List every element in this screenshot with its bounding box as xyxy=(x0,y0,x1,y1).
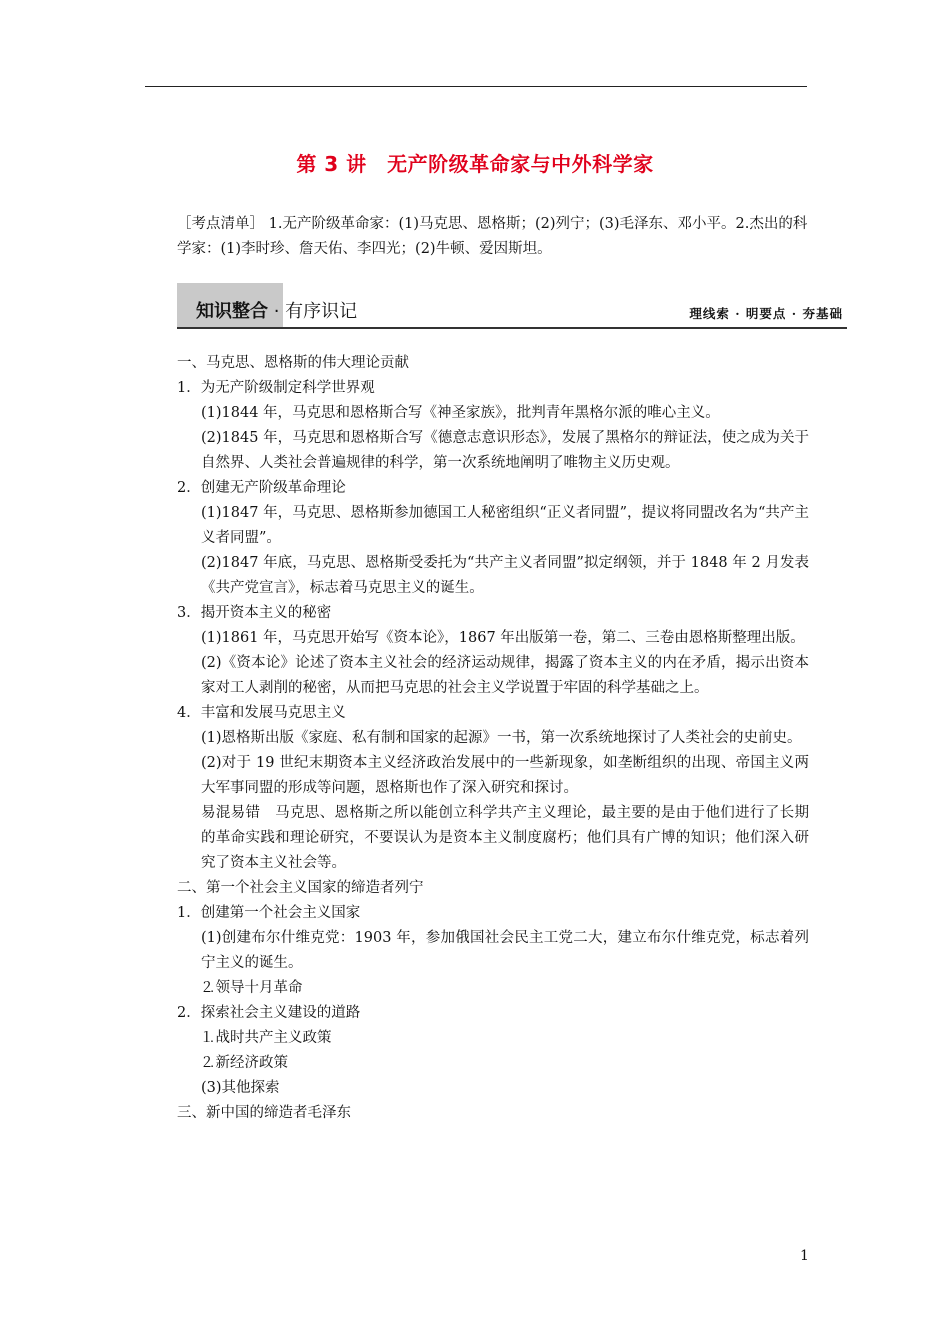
main-content xyxy=(177,351,809,1126)
banner-subheading: 有序识记 xyxy=(285,301,358,322)
subsection-heading: 1．为无产阶级制定科学世界观 xyxy=(177,380,375,396)
exam-checklist: ［考点清单］ 1.无产阶级革命家：(1)马克思、恩格斯；(2)列宁；(3)毛泽东、邓小平。2.杰出的科学家：(1)李时珍、詹天佑、李四光；(2)牛顿、爱因斯坦。 xyxy=(177,216,808,257)
paragraph: (2)对于 19 世纪末期资本主义经济政治发展中的一些新现象，如垄断组织的出现、帝国主义两大军事同盟的形成等问题，恩格斯也作了深入研究和探讨。 xyxy=(201,755,809,796)
banner-rule xyxy=(177,327,847,329)
paragraph: (1)1847 年，马克思、恩格斯参加德国工人秘密组织“正义者同盟”，提议将同盟改名为“共产主义者同盟”。 xyxy=(201,505,809,546)
header-rule xyxy=(145,86,807,87)
paragraph: (3)其他探索 xyxy=(201,1080,280,1096)
paragraph: (1)创建布尔什维克党：1903 年，参加俄国社会民主工党二大，建立布尔什维克党，标志着列宁主义的诞生。 xyxy=(201,930,809,971)
subsection-heading: 2．探索社会主义建设的道路 xyxy=(177,1005,361,1021)
banner-title xyxy=(196,297,357,323)
paragraph: (2)1845 年，马克思和恩格斯合写《德意志意识形态》，发展了黑格尔的辩证法，使之成为关于自然界、人类社会普遍规律的科学，第一次系统地阐明了唯物主义历史观。 xyxy=(201,430,809,471)
paragraph: (1)恩格斯出版《家庭、私有制和国家的起源》一书，第一次系统地探讨了人类社会的史前史。 xyxy=(201,730,802,746)
paragraph: ⒉新经济政策 xyxy=(201,1055,288,1071)
banner-dot: · xyxy=(268,301,286,322)
subsection-heading: 1．创建第一个社会主义国家 xyxy=(177,905,361,921)
section-heading: 二、第一个社会主义国家的缔造者列宁 xyxy=(177,880,424,896)
section-banner xyxy=(177,283,847,329)
subsection-heading: 2．创建无产阶级革命理论 xyxy=(177,480,346,496)
paragraph: ⒈战时共产主义政策 xyxy=(201,1030,332,1046)
paragraph: ⒉领导十月革命 xyxy=(201,980,303,996)
banner-heading: 知识整合 xyxy=(196,301,268,322)
paragraph: (1)1861 年，马克思开始写《资本论》，1867 年出版第一卷，第二、三卷由恩格斯整理出版。 xyxy=(201,630,805,646)
paragraph: (2)《资本论》论述了资本主义社会的经济运动规律，揭露了资本主义的内在矛盾，揭示出资本家对工人剥削的秘密，从而把马克思的社会主义学说置于牢固的科学基础之上。 xyxy=(201,655,809,696)
section-heading: 三、新中国的缔造者毛泽东 xyxy=(177,1105,351,1121)
paragraph: (1)1844 年，马克思和恩格斯合写《神圣家族》，批判青年黑格尔派的唯心主义。 xyxy=(201,405,720,421)
banner-tagline: 理线索 · 明要点 · 夯基础 xyxy=(689,306,843,321)
section-heading: 一、马克思、恩格斯的伟大理论贡献 xyxy=(177,355,409,371)
subsection-heading: 3．揭开资本主义的秘密 xyxy=(177,605,332,621)
subsection-heading: 4．丰富和发展马克思主义 xyxy=(177,705,346,721)
paragraph: 易混易错 马克思、恩格斯之所以能创立科学共产主义理论，最主要的是由于他们进行了长期的革命实践和理论研究，不要误认为是资本主义制度腐朽；他们具有广博的知识；他们深入研究了资本主义社会等。 xyxy=(201,805,809,871)
page-number: 1 xyxy=(800,1248,809,1264)
paragraph: (2)1847 年底，马克思、恩格斯受委托为“共产主义者同盟”拟定纲领，并于 1848 年 2 月发表《共产党宣言》，标志着马克思主义的诞生。 xyxy=(201,555,809,596)
page-title: 第 3 讲 无产阶级革命家与中外科学家 xyxy=(296,152,654,176)
